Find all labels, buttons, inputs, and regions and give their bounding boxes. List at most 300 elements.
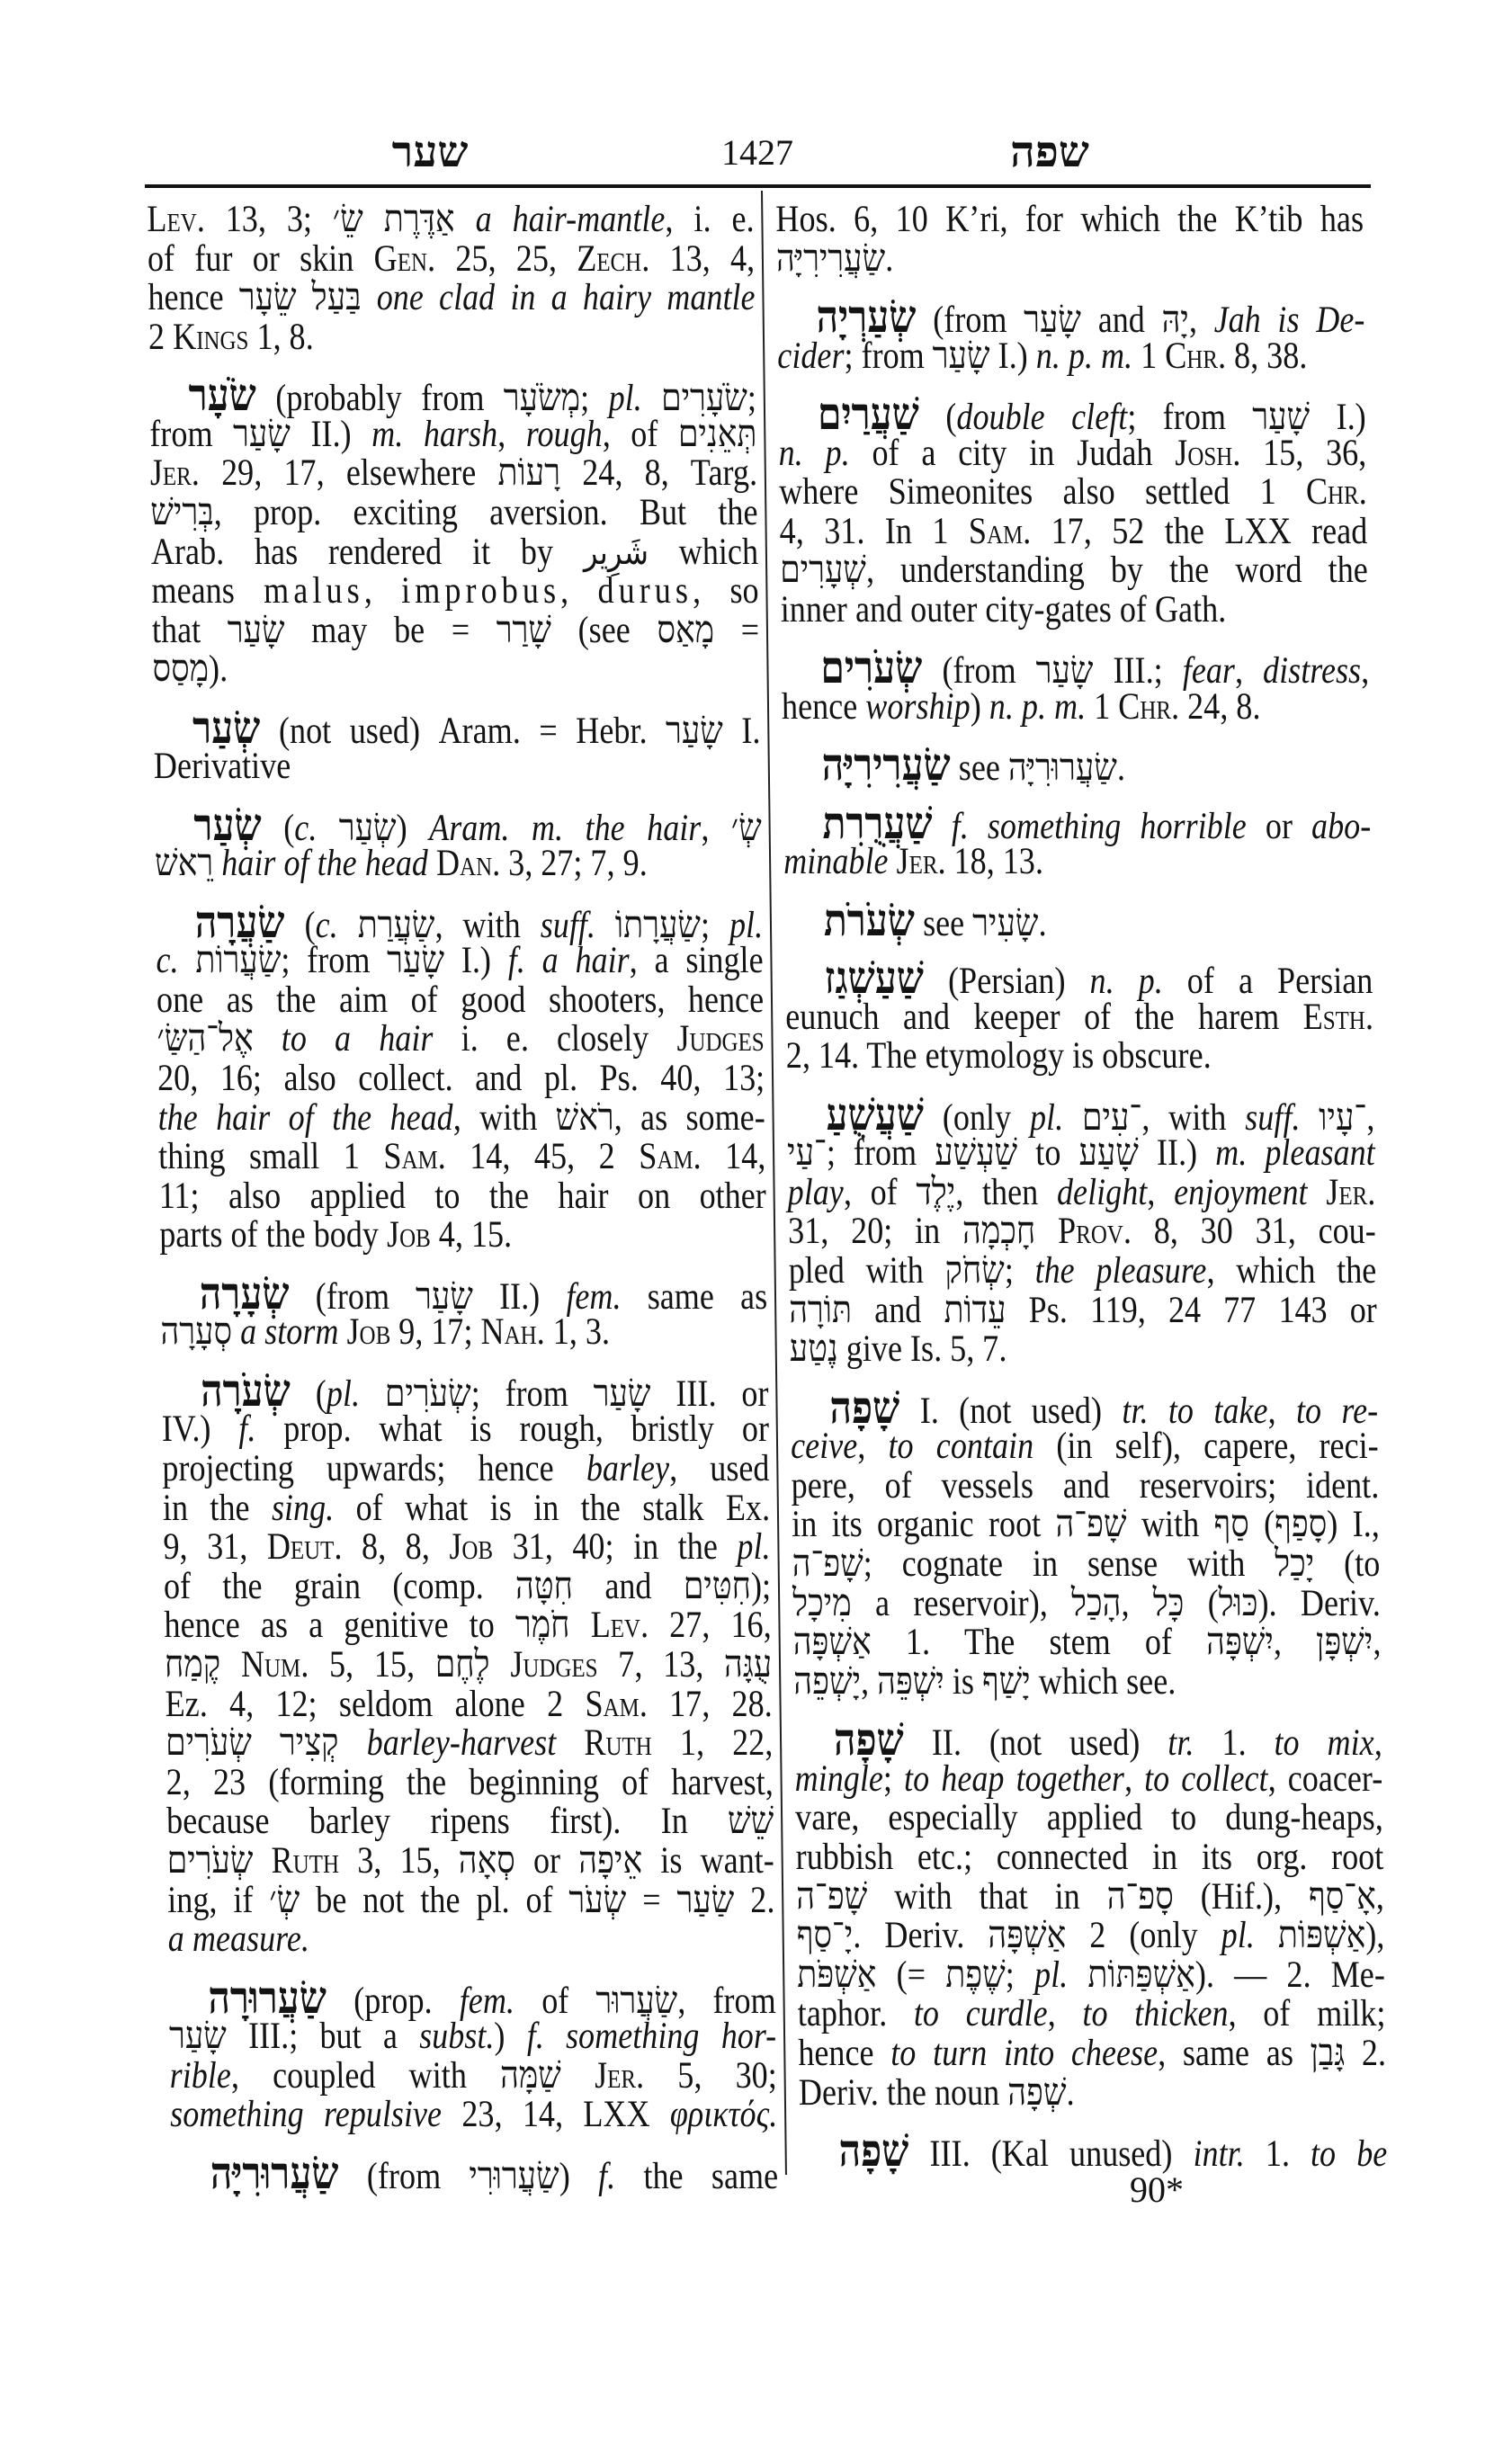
text-run: 29, 17, elsewhere bbox=[199, 452, 498, 495]
text-run: (from bbox=[338, 2155, 470, 2197]
text-run: 1. The stem of bbox=[871, 1622, 1207, 1664]
hebrew-headword: שְׂעַר bbox=[192, 702, 261, 753]
text-run: 7, 13, bbox=[597, 1643, 725, 1685]
text-line bbox=[148, 279, 756, 318]
text-run: III.; bbox=[1093, 650, 1184, 693]
hebrew-word: בְּרִישׁ bbox=[150, 491, 214, 533]
text-run: , coupled with bbox=[230, 2054, 501, 2097]
text-run: ) bbox=[970, 685, 990, 728]
entry-first-line bbox=[778, 389, 1366, 439]
text-run: 14, bbox=[701, 1136, 766, 1178]
page-number: 1427 bbox=[721, 132, 793, 173]
hebrew-word: אַשְׁפָּה bbox=[988, 1915, 1067, 1957]
hebrew-word: יָ־סַף bbox=[796, 1915, 854, 1957]
text-run: ing, if bbox=[166, 1879, 270, 1921]
text-run: ) bbox=[396, 807, 430, 849]
small-caps-reference: Judges bbox=[676, 1018, 765, 1060]
italic-text: suff. bbox=[540, 904, 596, 946]
text-run: , then bbox=[954, 1171, 1058, 1213]
text-run: , bbox=[1365, 1096, 1375, 1139]
text-line bbox=[148, 318, 756, 358]
text-run: 18, 13. bbox=[945, 841, 1044, 883]
text-run: 9, 17; bbox=[389, 1311, 481, 1354]
text-run: 24, 8. bbox=[1178, 685, 1261, 728]
text-run: 2, 14. The etymology is obscure. bbox=[785, 1035, 1212, 1077]
hebrew-word: יִשְׁפָּה bbox=[1205, 1622, 1275, 1664]
hebrew-headword: שֹׂעָר bbox=[188, 371, 257, 421]
text-run: inner and outer city-gates of Gath. bbox=[780, 588, 1227, 630]
text-run: the same bbox=[614, 2155, 779, 2197]
hebrew-word: שְׂ׳ bbox=[269, 1879, 300, 1921]
text-run bbox=[454, 199, 476, 240]
text-run: , of bbox=[843, 1171, 917, 1213]
text-run: ( bbox=[284, 904, 316, 946]
italic-text: distress bbox=[1262, 650, 1362, 693]
text-run: of a city in Judah bbox=[849, 432, 1176, 474]
spaced-latin-text: durus bbox=[597, 570, 693, 612]
hebrew-word: אַשְׁפּוֹת bbox=[1277, 1915, 1366, 1957]
text-run: of bbox=[514, 1980, 596, 2022]
italic-text: hair of the head bbox=[220, 843, 429, 885]
text-run: 23, 14, LXX bbox=[441, 2094, 671, 2136]
text-run: I.) bbox=[1309, 396, 1366, 438]
hebrew-word: שַׂעַר bbox=[676, 1879, 735, 1921]
text-run: in the bbox=[162, 1487, 273, 1529]
hebrew-word: ־עָיו bbox=[1318, 1096, 1367, 1139]
text-line bbox=[149, 413, 757, 455]
text-run: , bbox=[559, 570, 598, 612]
text-line bbox=[160, 1313, 768, 1353]
hebrew-word: ־עַי bbox=[786, 1132, 828, 1175]
text-run: 11; also applied to the hair on other bbox=[158, 1175, 767, 1217]
text-run: , bbox=[363, 570, 402, 612]
text-line bbox=[151, 572, 759, 612]
text-run: 1, 3. bbox=[544, 1311, 611, 1354]
hebrew-word: שָׁפ־ה bbox=[1055, 1504, 1127, 1546]
small-caps-reference: Esth. bbox=[1302, 996, 1374, 1038]
text-line bbox=[162, 1450, 770, 1489]
italic-text: pl. bbox=[608, 378, 642, 420]
text-run: 5, 30; bbox=[643, 2054, 777, 2097]
text-run bbox=[556, 1722, 585, 1764]
italic-text: one clad in a hairy mantle bbox=[376, 277, 756, 319]
hebrew-headword: שַׂעֲרוּרִיָּה bbox=[210, 2148, 339, 2198]
italic-text: worship bbox=[864, 685, 971, 728]
italic-text: to be bbox=[1310, 2133, 1388, 2175]
hebrew-word: שָׁפ־ה bbox=[792, 1542, 864, 1585]
italic-text: f. bbox=[597, 2155, 616, 2197]
text-run: , of milk; bbox=[1228, 1993, 1386, 2035]
text-run: 25, 25, bbox=[434, 237, 577, 280]
small-caps-reference: Job bbox=[449, 1526, 494, 1569]
spaced-latin-text: improbus bbox=[400, 570, 561, 612]
small-caps-reference: Dan. bbox=[435, 843, 501, 885]
hebrew-word: כָּל bbox=[1152, 1582, 1185, 1624]
text-run: , coacer- bbox=[1267, 1757, 1383, 1800]
hebrew-word: שָׂעַר bbox=[386, 940, 445, 982]
hebrew-word: שַׂעֲרוּרִיָּה bbox=[1007, 747, 1118, 790]
text-run: 4, 15. bbox=[430, 1214, 513, 1256]
text-run: , bbox=[1375, 1875, 1385, 1918]
text-run: 1, 22, bbox=[651, 1722, 774, 1765]
hebrew-word: שְׂ׳ bbox=[730, 807, 763, 849]
text-line bbox=[788, 1289, 1378, 1331]
text-run: from bbox=[149, 413, 234, 455]
italic-text: enjoyment bbox=[1173, 1171, 1308, 1213]
text-run: rubbish etc.; connected in its org. root bbox=[795, 1836, 1384, 1878]
column-left-text bbox=[147, 199, 779, 2198]
hebrew-word: שָׁעַר bbox=[1252, 396, 1311, 438]
entry-first-line bbox=[794, 1715, 1382, 1766]
text-run: , bbox=[1146, 1171, 1175, 1213]
hebrew-headword: שְׂעֹרִים bbox=[820, 643, 923, 693]
hebrew-word: שָׁעַע bbox=[1078, 1132, 1140, 1175]
italic-text: pl. bbox=[1033, 1954, 1069, 1996]
text-run: or bbox=[514, 1839, 579, 1882]
text-run: (from bbox=[922, 650, 1037, 693]
text-line bbox=[796, 1917, 1384, 1956]
hebrew-word: שָׂעִיר bbox=[971, 902, 1039, 944]
text-run: III.; but a bbox=[226, 2016, 420, 2058]
text-run: , prop. exciting aversion. But the bbox=[213, 491, 758, 533]
italic-text: pl. bbox=[1029, 1096, 1064, 1139]
text-line bbox=[157, 981, 765, 1021]
text-run: , with bbox=[1141, 1096, 1246, 1139]
text-line bbox=[157, 1096, 765, 1139]
italic-text: something repulsive bbox=[169, 2094, 443, 2136]
text-run: be not the pl. of bbox=[299, 1879, 569, 1921]
text-run: ), bbox=[1364, 1915, 1385, 1957]
text-run: ; from bbox=[470, 1373, 594, 1415]
hebrew-word: שָׂעַר bbox=[932, 335, 990, 377]
entry-first-line bbox=[149, 371, 757, 421]
italic-text: a measure. bbox=[167, 1918, 310, 1961]
italic-text: f. a hair bbox=[507, 940, 630, 982]
text-run: , which the bbox=[1206, 1250, 1377, 1292]
text-run: I. bbox=[722, 710, 761, 752]
entry-first-line bbox=[160, 1268, 768, 1319]
small-caps-reference: Chr. bbox=[1164, 335, 1227, 377]
text-line bbox=[164, 1643, 773, 1685]
hebrew-word: מָאַס bbox=[657, 609, 715, 651]
hebrew-word: חִטִּים bbox=[683, 1565, 752, 1607]
italic-text: m. pleasant bbox=[1214, 1132, 1375, 1175]
text-run: , bbox=[1121, 1582, 1154, 1624]
text-run: Arab. has rendered it by bbox=[150, 531, 585, 573]
small-caps-reference: Ruth bbox=[584, 1722, 653, 1765]
hebrew-word: שְׂחֹק bbox=[944, 1250, 1006, 1292]
text-run: (Persian) bbox=[923, 961, 1090, 1003]
hebrew-word: לֶחֶם bbox=[434, 1643, 490, 1685]
header-rule bbox=[145, 184, 1371, 188]
hebrew-word: שַׂעֲרַת bbox=[357, 904, 435, 946]
text-line bbox=[791, 1464, 1380, 1507]
text-run: ). — 2. Me- bbox=[1194, 1954, 1386, 1996]
hebrew-headword: שַׁעֲרַיִם bbox=[817, 389, 920, 439]
entry-first-line bbox=[154, 800, 763, 850]
text-line bbox=[777, 337, 1365, 377]
text-line bbox=[170, 2096, 778, 2135]
italic-text: n. p. bbox=[778, 432, 850, 474]
hebrew-word: שָׂעַר bbox=[415, 1275, 474, 1318]
hebrew-headword: שַׂעֲרִירִיָּה bbox=[821, 740, 952, 791]
text-line bbox=[166, 1724, 774, 1764]
text-run: of what is in the stalk Ex. bbox=[333, 1487, 771, 1529]
hebrew-word: שָׁפ־ה bbox=[795, 1875, 868, 1918]
text-run: 17, 52 the LXX read bbox=[1030, 510, 1368, 552]
text-run: (from bbox=[289, 1275, 416, 1318]
text-run: ; from bbox=[1127, 396, 1253, 438]
hebrew-word: חֹמֶר bbox=[514, 1605, 570, 1647]
text-run: , bbox=[1373, 1722, 1382, 1765]
text-line bbox=[158, 1138, 766, 1177]
hebrew-word: יָשַׁף bbox=[981, 1660, 1032, 1703]
text-run: 2. bbox=[734, 1879, 775, 1921]
text-run bbox=[178, 940, 195, 981]
hebrew-word: אֵיפָה bbox=[577, 1839, 643, 1882]
text-run: 1 bbox=[1085, 685, 1119, 728]
italic-text: to heap together bbox=[903, 1757, 1125, 1800]
hebrew-word: חָכְמָה bbox=[962, 1211, 1036, 1253]
text-run bbox=[253, 1840, 272, 1882]
hebrew-word: שַׂעֲרוֹת bbox=[195, 940, 282, 982]
entry-first-line bbox=[790, 1382, 1379, 1433]
small-caps-reference: Chr. bbox=[1305, 471, 1367, 514]
text-run: one as the aim of good shooters, hence bbox=[156, 979, 765, 1021]
text-run: i. e. closely bbox=[433, 1018, 677, 1060]
italic-text: tr. to take bbox=[1122, 1390, 1268, 1432]
italic-text: pl. bbox=[737, 1526, 771, 1569]
italic-text: to contain bbox=[888, 1426, 1034, 1468]
text-run: 2 (only bbox=[1065, 1915, 1221, 1957]
text-run: , of bbox=[602, 413, 679, 455]
text-run: , with bbox=[434, 904, 541, 946]
text-line bbox=[779, 473, 1367, 513]
text-run: I.) bbox=[989, 335, 1036, 377]
text-line bbox=[147, 237, 756, 280]
hebrew-word: רֵאשׁ bbox=[154, 843, 214, 885]
text-run: ; bbox=[579, 378, 609, 420]
text-line bbox=[775, 201, 1364, 240]
hebrew-headword: שְׂעַר bbox=[193, 800, 263, 850]
hebrew-word: שָׂעַר bbox=[1023, 299, 1082, 341]
hebrew-headword: שַׁעֲשֻׁעַ bbox=[826, 1089, 925, 1140]
text-line bbox=[157, 1060, 765, 1099]
text-run: that bbox=[151, 609, 228, 651]
text-run: . bbox=[1038, 902, 1047, 944]
text-run: Ez. 4, 12; seldom alone 2 bbox=[165, 1683, 586, 1725]
text-run: 1 bbox=[1132, 335, 1166, 377]
hebrew-word: סָפ־ה bbox=[1106, 1875, 1175, 1918]
text-run: (to bbox=[1313, 1542, 1381, 1585]
text-line bbox=[169, 2054, 777, 2097]
hebrew-word: שַׂעֲרוּרִי bbox=[469, 2155, 559, 2197]
italic-text: rough bbox=[525, 413, 603, 455]
text-run: ( bbox=[1184, 1582, 1219, 1624]
text-run: which see. bbox=[1030, 1660, 1176, 1703]
small-caps-reference: Chr. bbox=[1117, 685, 1180, 728]
text-line bbox=[794, 1757, 1383, 1800]
italic-text: intr. bbox=[1193, 2133, 1245, 2175]
text-run: is want- bbox=[641, 1839, 775, 1882]
hebrew-word: אַדֶּרֶת שֵׂ׳ bbox=[332, 199, 455, 240]
text-run: to bbox=[1016, 1132, 1079, 1175]
entry-first-line bbox=[776, 291, 1365, 342]
text-run: ; from bbox=[281, 940, 388, 982]
italic-text: to mix bbox=[1274, 1722, 1374, 1765]
text-run: ) bbox=[559, 2155, 599, 2197]
hebrew-word: שְׂעֹרִים bbox=[166, 1839, 254, 1882]
italic-text: barley bbox=[586, 1448, 670, 1489]
italic-text: n. p. m. bbox=[989, 685, 1087, 728]
hebrew-word: תּוֹרָה bbox=[788, 1289, 853, 1331]
hebrew-word: אָ־סַף bbox=[1308, 1875, 1377, 1918]
text-run: (Hif.), bbox=[1173, 1875, 1310, 1918]
entry-first-line bbox=[783, 798, 1372, 848]
text-line bbox=[166, 1802, 774, 1842]
text-run: and bbox=[572, 1565, 684, 1607]
text-line bbox=[789, 1330, 1377, 1370]
text-run: which bbox=[648, 531, 759, 573]
hebrew-word: שָׂעַר bbox=[593, 1373, 651, 1415]
hebrew-word: שָׂעַר bbox=[665, 710, 724, 752]
hebrew-word: יִשְׁפֵּה bbox=[876, 1660, 945, 1703]
italic-text: ceive bbox=[790, 1426, 858, 1468]
text-run: III. (Kal unused) bbox=[908, 2133, 1194, 2175]
text-line bbox=[152, 650, 760, 690]
text-run: or bbox=[1246, 805, 1312, 847]
hebrew-headword: שְׂעֹרָה bbox=[200, 1365, 291, 1416]
small-caps-reference: Judges bbox=[510, 1643, 598, 1685]
small-caps-reference: Sam. bbox=[383, 1136, 446, 1178]
italic-text: the pleasure bbox=[1034, 1250, 1207, 1292]
text-run: hence as a genitive to bbox=[164, 1605, 516, 1647]
entry-first-line bbox=[784, 953, 1373, 1004]
text-line bbox=[792, 1623, 1381, 1663]
italic-text: Aram. m. the hair bbox=[428, 807, 702, 849]
small-caps-reference: Jer. bbox=[896, 841, 946, 883]
italic-text: rible bbox=[169, 2054, 232, 2097]
entry-first-line bbox=[168, 1972, 776, 2023]
hebrew-word: יֶלֶד bbox=[916, 1171, 956, 1213]
text-run: ) I., bbox=[1326, 1504, 1381, 1546]
entry-first-line bbox=[781, 643, 1370, 693]
entry-first-line bbox=[799, 2125, 1388, 2176]
text-run: with bbox=[1126, 1504, 1214, 1546]
italic-text: play bbox=[787, 1171, 845, 1213]
text-run: of a Persian bbox=[1162, 961, 1373, 1003]
hebrew-word: שְׁעָרִים bbox=[779, 550, 867, 592]
text-run: ). bbox=[208, 648, 228, 691]
text-run: , bbox=[1123, 1757, 1145, 1800]
hebrew-word: גָּבַן bbox=[1310, 2032, 1346, 2074]
small-caps-reference: Jer. bbox=[1325, 1171, 1376, 1213]
text-line bbox=[792, 1660, 1382, 1703]
italic-text: double cleft bbox=[956, 396, 1128, 438]
text-run: 14, 45, 2 bbox=[445, 1136, 640, 1178]
small-caps-reference: Sam. bbox=[585, 1683, 649, 1725]
text-run: 2, 23 (forming the beginning of harvest, bbox=[166, 1761, 774, 1803]
text-run: means bbox=[151, 570, 264, 612]
hebrew-word: שֹׂעָרִים bbox=[660, 378, 748, 420]
text-run: IV.) bbox=[161, 1408, 239, 1451]
italic-text: tr. bbox=[1167, 1722, 1194, 1765]
italic-text: Jah is De- bbox=[1213, 299, 1365, 341]
text-run: pled with bbox=[788, 1250, 945, 1292]
text-run: . Deriv. bbox=[852, 1915, 989, 1957]
text-run: ; bbox=[700, 904, 730, 946]
hebrew-word: מְשֹׂעָר bbox=[503, 378, 581, 420]
text-line bbox=[162, 1410, 770, 1450]
small-caps-reference: Lev. bbox=[590, 1605, 649, 1647]
hebrew-word: שְׂעַר bbox=[338, 807, 397, 849]
text-run: , bbox=[1273, 1622, 1317, 1664]
text-run: Hos. 6, 10 K’ri, for which the K’tib has bbox=[775, 199, 1364, 240]
hebrew-word: רָעוֹת bbox=[497, 452, 561, 495]
text-run: ); bbox=[750, 1565, 772, 1607]
text-run: projecting upwards; hence bbox=[162, 1448, 587, 1489]
hebrew-word: שָׂעַר bbox=[1035, 650, 1094, 693]
text-run: , bbox=[1360, 650, 1370, 693]
text-run: = bbox=[626, 1879, 677, 1921]
text-run: because barley ripens first). In bbox=[166, 1801, 729, 1843]
hebrew-word: סָפַף bbox=[1274, 1504, 1328, 1546]
italic-text: fear bbox=[1182, 650, 1236, 693]
text-run bbox=[1254, 1915, 1278, 1956]
text-line bbox=[157, 1020, 765, 1060]
text-run: , as some- bbox=[613, 1096, 765, 1139]
text-run: 27, 16, bbox=[648, 1605, 772, 1647]
text-run: a reservoir), bbox=[851, 1582, 1072, 1624]
small-caps-reference: Ruth bbox=[271, 1839, 340, 1882]
hebrew-word: שְׁפָה bbox=[1007, 2071, 1067, 2114]
text-run bbox=[561, 2055, 595, 2097]
text-run: . bbox=[1116, 747, 1126, 790]
text-line bbox=[798, 2071, 1387, 2114]
hebrew-word: יִשְׁפָּן bbox=[1315, 1622, 1373, 1664]
text-run: , bbox=[1234, 650, 1264, 693]
text-run bbox=[220, 1644, 241, 1685]
hebrew-word: מָסַס bbox=[152, 648, 210, 691]
text-run: = bbox=[713, 609, 760, 651]
text-run: ; from bbox=[844, 335, 934, 377]
entry-first-line bbox=[786, 1089, 1375, 1140]
hebrew-word: שְׂעֹרִים bbox=[384, 1373, 471, 1415]
hebrew-word: סְאָה bbox=[458, 1839, 516, 1882]
text-run: , understanding by the word the bbox=[865, 550, 1369, 592]
small-caps-reference: Zech. bbox=[576, 237, 650, 280]
text-run: 3, 15, bbox=[338, 1839, 460, 1882]
text-line bbox=[778, 434, 1366, 474]
two-column-body bbox=[0, 191, 1512, 2205]
text-run: (= bbox=[876, 1954, 946, 1996]
hebrew-word: שַׁמָּה bbox=[499, 2054, 562, 2097]
hebrew-headword: שַׂעֲרָה bbox=[194, 897, 285, 947]
italic-text: c. bbox=[293, 807, 318, 849]
text-run: ; cognate in sense with bbox=[863, 1542, 1275, 1585]
hebrew-word: יָהּ bbox=[1161, 299, 1190, 341]
hebrew-word: קֶמַח bbox=[164, 1643, 221, 1685]
text-run: , with bbox=[452, 1096, 556, 1139]
text-run: 2. bbox=[1344, 2032, 1387, 2074]
text-run: ) bbox=[494, 2016, 527, 2058]
hebrew-word: שַׂעֲרִירִיָּה bbox=[775, 237, 886, 280]
hebrew-word: בַּעַל שֵׂעָר bbox=[238, 277, 362, 319]
text-run: thing small 1 bbox=[157, 1136, 384, 1178]
entry-first-line bbox=[161, 1365, 769, 1416]
text-run: (only bbox=[923, 1096, 1031, 1139]
text-run: 24, 8, Targ. bbox=[559, 452, 758, 495]
